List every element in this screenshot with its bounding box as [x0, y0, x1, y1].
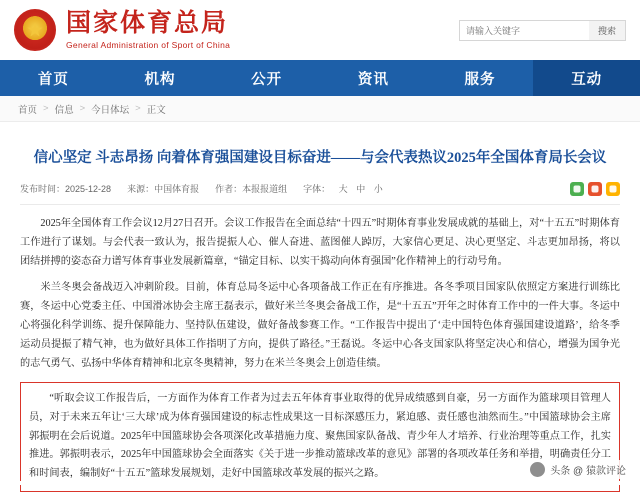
font-size-medium[interactable]: 中	[356, 184, 366, 195]
breadcrumb-item-today-sports[interactable]: 今日体坛	[91, 104, 130, 116]
author-value: 本报报道组	[242, 184, 288, 195]
source-value: 中国体育报	[154, 184, 200, 195]
breadcrumb-item-info[interactable]: 信息	[54, 104, 74, 116]
font-size-small[interactable]: 小	[373, 184, 383, 195]
breadcrumb-separator-icon: >	[79, 103, 86, 114]
font-size-large[interactable]: 大	[338, 184, 348, 195]
author	[215, 182, 287, 195]
breadcrumb-separator-icon: >	[43, 103, 49, 114]
search-button[interactable]: 搜索	[589, 20, 626, 41]
qq-share-icon[interactable]	[606, 182, 620, 196]
search-area	[459, 20, 626, 41]
page-title: 信心坚定 斗志昂扬 向着体育强国建设目标奋进——与会代表热议2025年全国体育局长会议	[33, 150, 607, 166]
weibo-share-icon[interactable]	[588, 182, 602, 196]
main-nav	[0, 60, 640, 96]
font-size-control	[303, 182, 389, 195]
breadcrumb-separator-icon: >	[135, 103, 141, 114]
font-size-label: 字体：	[303, 184, 331, 195]
breadcrumb-item-home[interactable]: 首页	[18, 104, 38, 116]
article-body	[20, 215, 620, 492]
site-title-cn: 国家体育总局	[66, 10, 229, 38]
site-header	[0, 0, 640, 60]
article-paragraph: 米兰冬奥会备战迈入冲刺阶段。目前，体育总局冬运中心各项备战工作正在有序推进。各冬季项目国家队依照定方案进行训练比赛，冬运中心党委主任、中国滑冰协会主席王磊表示，做好米兰冬奥会备战工作，是“十五五”开年之时体育工作中的一件大事。冬运中心将强化科学训练、提升保障能力、坚持队伍建设，做好备战参赛工作。“工作报告中提出了‘走中国特色体育强国建设道路’，给冬季运动员提振了精气神，也为做好具体工作指明了方向，提供了路径。”王磊说。冬运中心各支国家队将坚定决心和信心，增强为国争光的志气勇气、弘扬中华体育精神和北京冬奥精神，努力在米兰冬奥会上创造佳绩。	[20, 282, 620, 369]
article-paragraph: 2025年全国体育工作会议12月27日召开。会议工作报告在全面总结“十四五”时期体育事业发展成就的基础上，对“十五五”时期体育工作进行了谋划。与会代表一致认为，报告提振人心、催人奋进、蓝图催人踔厉，大家信心更足、决心更坚定、斗志更加昂扬，将以团结拼搏的姿态奋力谱写体育事业发展新篇章，“锚定目标、以实干捣动向体育强国”化作精神上的行动号角。	[20, 217, 620, 267]
nav-item-public[interactable]: 公开	[251, 71, 283, 88]
publish-time	[20, 182, 111, 195]
national-emblem-icon	[14, 9, 56, 51]
publish-time-value: 2025-12-28	[65, 184, 112, 195]
source	[127, 182, 199, 195]
site-title-block	[66, 10, 230, 50]
wechat-share-icon[interactable]	[570, 182, 584, 196]
nav-item-service[interactable]: 服务	[464, 71, 496, 88]
article-paragraph-highlighted: “听取会议工作报告后，一方面作为体育工作者为过去五年体育事业取得的优异成绩感到自豪，另一方面作为篮球项目管理人员，对于未来五年让‘三大球’成为体育强国建设的标志性成果这一目标深感压力，紧迫感、责任感也油然而生。”中国篮球协会主席郭振明在会后说道。2025年中国篮球协会各项深化改革措施力度、聚焦国家队备战、青少年人才培养、行业治理等重点工作，扎实推进。郭振明表示，2025年中国篮球协会全面落实《关于进一步推动篮球改革的意见》部署的各项改革任务和举措，明确责任分工和时间表，编制好“十五五”篮球发展规划，走好中国篮球改革发展的振兴之路。	[29, 392, 611, 480]
article-container	[0, 122, 640, 492]
nav-item-news[interactable]: 资讯	[357, 71, 389, 88]
page-bottom-edge	[0, 481, 640, 485]
article-meta	[20, 182, 620, 205]
nav-item-home[interactable]: 首页	[37, 71, 69, 88]
search-input[interactable]	[459, 20, 589, 41]
watermark-text: 头条 @ 猿款评论	[550, 466, 626, 477]
site-title-en: General Administration of Sport of China	[66, 39, 231, 50]
source-label: 来源：	[127, 184, 155, 195]
share-icons	[570, 182, 620, 196]
nav-item-interaction[interactable]: 互动	[533, 60, 640, 96]
nav-item-organization[interactable]: 机构	[144, 71, 176, 88]
publish-time-label: 发布时间：	[20, 184, 66, 195]
user-avatar-icon	[530, 462, 545, 477]
breadcrumb-item-article: 正文	[146, 104, 166, 116]
watermark	[526, 460, 630, 479]
breadcrumb	[0, 96, 640, 122]
author-label: 作者：	[215, 184, 243, 195]
